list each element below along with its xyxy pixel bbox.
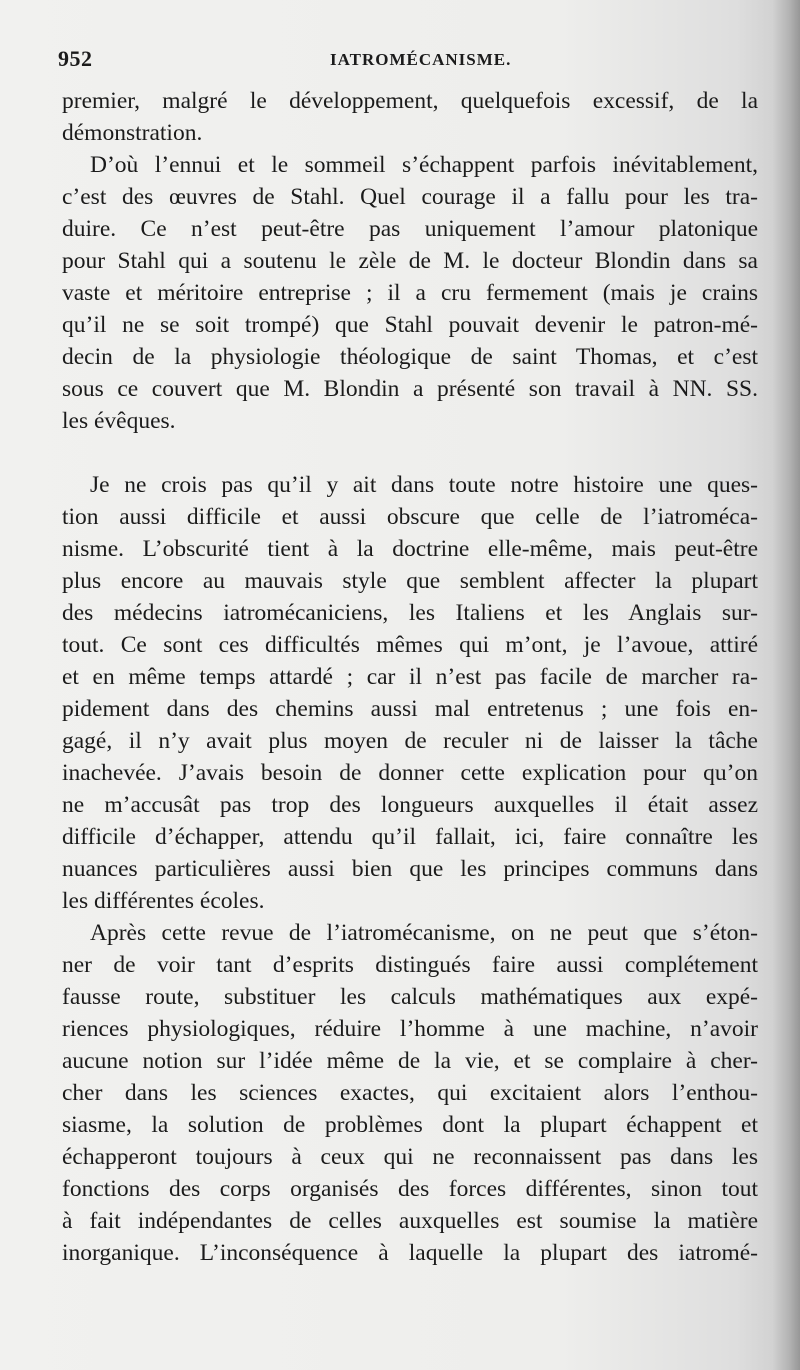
- running-head: IATROMÉCANISME.: [330, 50, 512, 69]
- text-line: tion aussi difficile et aussi obscure que celle de l’iatroméca-: [62, 504, 758, 530]
- text-line: Je ne crois pas qu’il y ait dans toute notre histoire une ques-: [90, 472, 758, 498]
- text-line: c’est des œuvres de Stahl. Quel courage il a fallu pour les tra-: [62, 184, 758, 210]
- text-line: pour Stahl qui a soutenu le zèle de M. le docteur Blondin dans sa: [62, 248, 758, 274]
- text-line: les évêques.: [62, 408, 176, 434]
- page-header: [58, 46, 758, 76]
- paragraph-gap: [62, 437, 758, 469]
- text-line: cher dans les sciences exactes, qui excitaient alors l’enthou-: [62, 1080, 758, 1106]
- text-line: plus encore au mauvais style que semblent affecter la plupart: [62, 568, 758, 594]
- text-line: riences physiologiques, réduire l’homme à une machine, n’avoir: [62, 1016, 758, 1042]
- text-line: qu’il ne se soit trompé) que Stahl pouvait devenir le patron-mé-: [62, 312, 758, 338]
- text-line: ner de voir tant d’esprits distingués faire aussi complétement: [62, 952, 758, 978]
- text-line: premier, malgré le développement, quelquefois excessif, de la: [62, 88, 758, 114]
- text-line: decin de la physiologie théologique de saint Thomas, et c’est: [62, 344, 758, 370]
- text-line: vaste et méritoire entreprise ; il a cru fermement (mais je crains: [62, 280, 758, 306]
- text-line: des médecins iatromécaniciens, les Italiens et les Anglais sur-: [62, 600, 758, 626]
- text-line: échapperont toujours à ceux qui ne reconnaissent pas dans les: [62, 1144, 758, 1170]
- text-line: nuances particulières aussi bien que les principes communs dans: [62, 856, 758, 882]
- text-line: à fait indépendantes de celles auxquelles est soumise la matière: [62, 1208, 758, 1234]
- text-line: D’où l’ennui et le sommeil s’échappent parfois inévitablement,: [90, 152, 758, 178]
- text-line: difficile d’échapper, attendu qu’il fallait, ici, faire connaître les: [62, 824, 758, 850]
- text-line: siasme, la solution de problèmes dont la plupart échappent et: [62, 1112, 758, 1138]
- page-edge-shadow: [772, 0, 800, 1370]
- text-line: démonstration.: [62, 120, 203, 146]
- page-number: 952: [58, 46, 93, 71]
- text-line: fausse route, substituer les calculs mathématiques aux expé-: [62, 984, 758, 1010]
- text-line: tout. Ce sont ces difficultés mêmes qui m’ont, je l’avoue, attiré: [62, 632, 758, 658]
- text-line: les différentes écoles.: [62, 888, 265, 914]
- text-line: inachevée. J’avais besoin de donner cette explication pour qu’on: [62, 760, 758, 786]
- text-line: duire. Ce n’est peut-être pas uniquement l’amour platonique: [62, 216, 758, 242]
- text-line: pidement dans des chemins aussi mal entretenus ; une fois en-: [62, 696, 758, 722]
- body-text: [62, 85, 758, 1269]
- text-line: gagé, il n’y avait plus moyen de reculer ni de laisser la tâche: [62, 728, 758, 754]
- text-line: inorganique. L’inconséquence à laquelle la plupart des iatromé-: [62, 1240, 758, 1266]
- text-line: nisme. L’obscurité tient à la doctrine elle-même, mais peut-être: [62, 536, 758, 562]
- text-line: et en même temps attardé ; car il n’est pas facile de marcher ra-: [62, 664, 758, 690]
- text-line: fonctions des corps organisés des forces différentes, sinon tout: [62, 1176, 758, 1202]
- text-line: sous ce couvert que M. Blondin a présenté son travail à NN. SS.: [62, 376, 758, 402]
- text-line: Après cette revue de l’iatromécanisme, on ne peut que s’éton-: [90, 920, 758, 946]
- text-line: ne m’accusât pas trop des longueurs auxquelles il était assez: [62, 792, 758, 818]
- text-line: aucune notion sur l’idée même de la vie, et se complaire à cher-: [62, 1048, 758, 1074]
